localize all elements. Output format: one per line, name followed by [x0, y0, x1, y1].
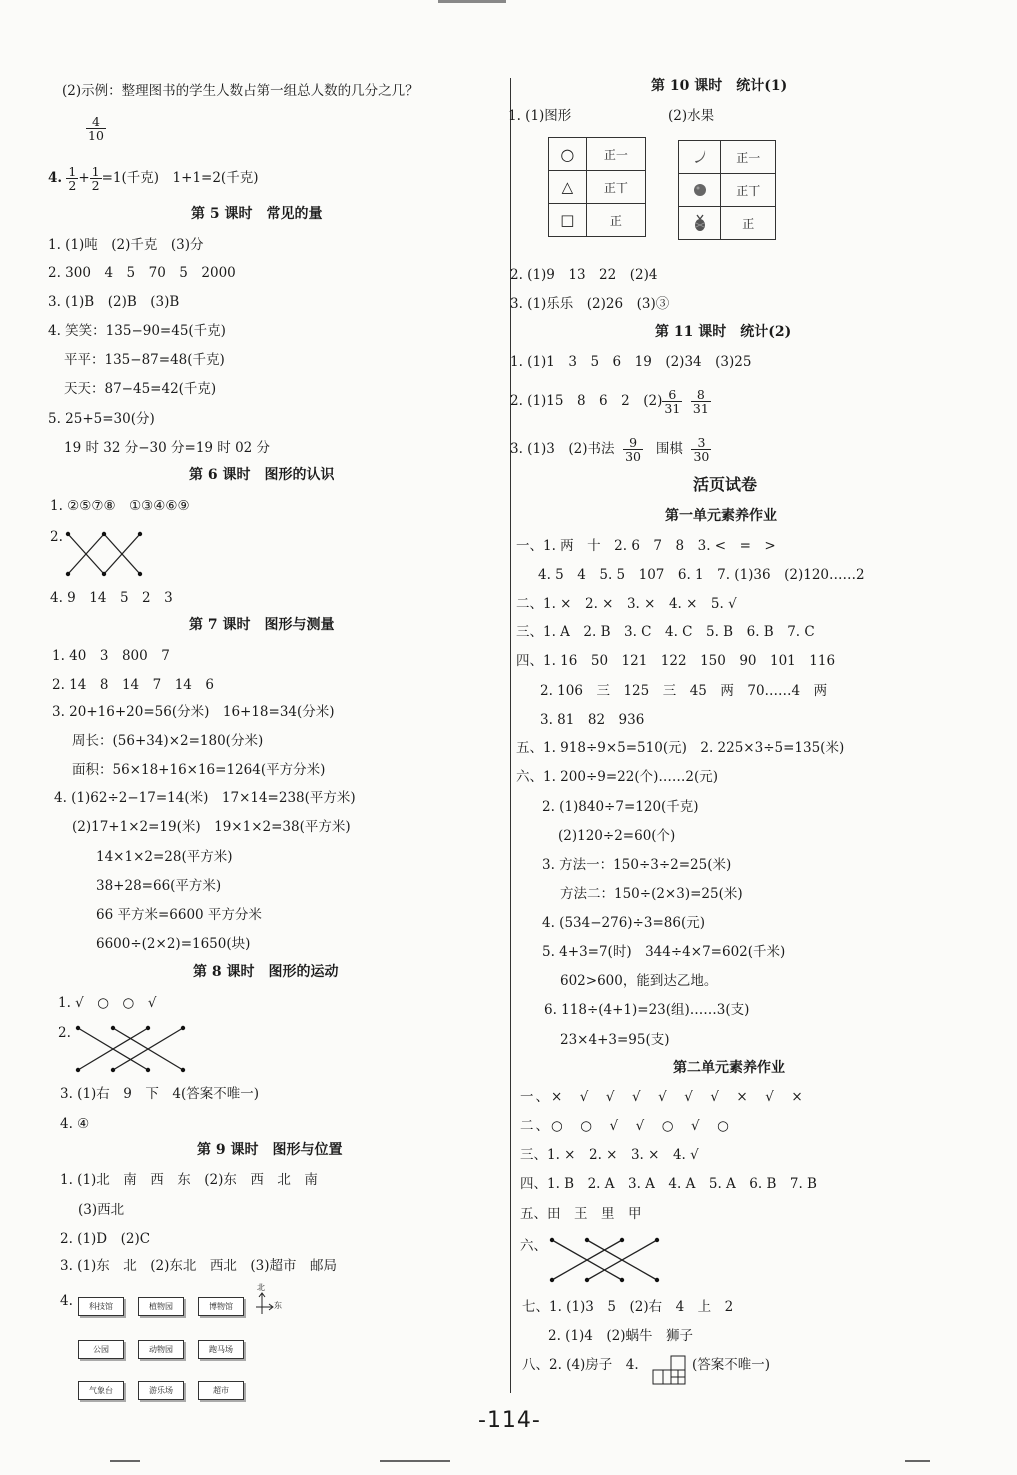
answer-line: (2)17+1×2=19(米) 19×1×2=38(平方米) — [72, 819, 351, 835]
answer-line: 3. 20+16+20=56(分米) 16+18=34(分米) — [52, 704, 335, 720]
answer-line: 天天：87−45=42(千克) — [64, 381, 217, 397]
matching-diagram-1 — [66, 532, 146, 578]
answer-line: 4. 5 4 5. 5 107 6. 1 7. (1)36 (2)120……2 — [538, 567, 865, 583]
map-box-park: 公园 — [78, 1340, 124, 1359]
answer-line: 3. 方法一：150÷3÷2=25(米) — [542, 857, 732, 873]
example-line: (2)示例：整理图书的学生人数占第一组总人数的几分之几？ — [62, 83, 419, 99]
banana-icon — [679, 141, 721, 174]
answer-line: 3. (1)B (2)B (3)B — [48, 294, 180, 310]
answer-line: 方法二：150÷(2×3)=25(米) — [560, 886, 743, 902]
answer-line: 三、1. A 2. B 3. C 4. C 5. B 6. B 7. C — [516, 624, 815, 640]
answer-line: 2. 300 4 5 70 5 2000 — [48, 265, 236, 281]
answer-line: 4. (1)62÷2−17=14(米) 17×14=238(平方米) — [54, 790, 356, 806]
answer-line: 四、1. 16 50 121 122 150 90 101 116 — [516, 653, 836, 669]
answer-line: 1. (1)北 南 西 东 (2)东 西 北 南 — [60, 1172, 318, 1188]
answer-line: 2. (1)4 (2)蜗牛 狮子 — [548, 1328, 694, 1344]
page-number: -114- — [478, 1408, 541, 1433]
unit-1-title: 第一单元素养作业 — [665, 508, 777, 524]
answer-line: 三、1. × 2. × 3. × 4. √ — [520, 1147, 699, 1163]
map-box-amusement-park: 游乐场 — [138, 1381, 184, 1400]
answer-line: 1. ②⑤⑦⑧ ①③④⑥⑨ — [50, 498, 190, 514]
answer-line: 2. (1)15 8 6 2 (2) $\frac{6}{31}$ $\frac{8}{31}$ — [510, 387, 709, 416]
answer-line: 面积：56×18+16×16=1264(平方分米) — [72, 762, 326, 778]
answer-line: 1. √ ○ ○ √ — [58, 995, 157, 1011]
answer-line: 602>600，能到达乙地。 — [560, 973, 718, 989]
answer-line: 二、1. × 2. × 3. × 4. × 5. √ — [516, 596, 737, 612]
answer-line: 2. 14 8 14 7 14 6 — [52, 677, 214, 693]
answer-4-line: 4. $\frac{1}{2}$ + $\frac{1}{2}$ =1(千克) 1+1=2(千克) — [48, 164, 259, 193]
section-title-11: 第 11 课时 统计(2) — [655, 324, 792, 340]
answer-line: 6600÷(2×2)=1650(块) — [96, 936, 251, 952]
answer-line: 六、1. 200÷9=22(个)……2(元) — [516, 769, 718, 785]
bottom-mark — [905, 1460, 930, 1462]
map-box-weather-station: 气象台 — [78, 1381, 124, 1400]
map-box-racecourse: 跑马场 — [198, 1340, 244, 1359]
answer-line: 23×4+3=95(支) — [560, 1032, 670, 1048]
answer-line: 4. (534−276)÷3=86(元) — [542, 915, 705, 931]
map-box-science-museum: 科技馆 — [78, 1297, 124, 1316]
grid-figure — [651, 1353, 691, 1393]
answer-line: 八、2. (4)房子 4. — [522, 1357, 639, 1373]
answer-line: 6. 118÷(4+1)=23(组)……3(支) — [544, 1002, 750, 1018]
answer-line: 1. (1)吨 (2)千克 (3)分 — [48, 237, 204, 253]
answer-line: 4. 9 14 5 2 3 — [50, 590, 173, 606]
answer-line: 二、○ ○ √ √ ○ √ ○ — [520, 1118, 731, 1134]
answer-line: (2)120÷2=60(个) — [558, 828, 676, 844]
answer-line: 六、 — [520, 1238, 547, 1254]
answer-line: 3. (1)乐乐 (2)26 (3)③ — [510, 296, 670, 312]
answer-line: 5. 4+3=7(时) 344÷4×7=602(千米) — [542, 944, 786, 960]
answer-line: 五、1. 918÷9×5=510(元) 2. 225×3÷5=135(米) — [516, 740, 845, 756]
answer-line: 4. — [60, 1293, 73, 1309]
bottom-mark — [380, 1460, 450, 1462]
answer-line: 平平：135−87=48(千克) — [64, 352, 225, 368]
unit-2-title: 第二单元素养作业 — [673, 1060, 785, 1076]
compass-north-label: 北 — [257, 1283, 265, 1292]
answer-line: 1. (1)图形 — [508, 108, 572, 124]
map-box-supermarket: 超市 — [198, 1381, 244, 1400]
answer-line: 2. (1)840÷7=120(千克) — [542, 799, 699, 815]
answer-line: 3. (1)右 9 下 4(答案不唯一) — [60, 1086, 260, 1102]
top-mark — [438, 0, 506, 3]
answer-line: 3. 81 82 936 — [540, 712, 645, 728]
answer-line: 2. (1)9 13 22 (2)4 — [510, 267, 658, 283]
answer-line: 5. 25+5=30(分) — [48, 411, 155, 427]
answer-line: 2. — [50, 529, 63, 545]
section-title-7: 第 7 课时 图形与测量 — [189, 617, 335, 633]
answer-line: 五、田 王 里 甲 — [520, 1206, 642, 1222]
answer-line: 14×1×2=28(平方米) — [96, 849, 233, 865]
answer-line: 4. ④ — [60, 1116, 90, 1132]
answer-line: 4. 笑笑：135−90=45(千克) — [48, 323, 226, 339]
matching-diagram-3 — [550, 1238, 662, 1284]
answer-line: 19 时 32 分−30 分=19 时 02 分 — [64, 440, 271, 456]
section-title-8: 第 8 课时 图形的运动 — [193, 964, 339, 980]
map-box-museum: 博物馆 — [198, 1297, 244, 1316]
answer-line: 一、× √ √ √ √ √ √ × √ × — [520, 1089, 805, 1105]
answer-line: 38+28=66(平方米) — [96, 878, 222, 894]
answer-line: 3. (1)东 北 (2)东北 西北 (3)超市 邮局 — [60, 1258, 338, 1274]
tally-table-fruits: 正一 正丅 正 — [678, 140, 776, 240]
fraction-4-10: $\frac{4}{10}$ — [88, 114, 104, 143]
answer-line: 2. 106 三 125 三 45 两 70……4 两 — [540, 683, 828, 699]
answer-line: 七、1. (1)3 5 (2)右 4 上 2 — [522, 1299, 734, 1315]
apple-icon — [679, 174, 721, 207]
answer-line: 1. 40 3 800 7 — [52, 648, 170, 664]
answer-line: (答案不唯一) — [692, 1357, 771, 1373]
section-title-worksheets: 活页试卷 — [693, 475, 758, 494]
pineapple-icon — [679, 207, 721, 240]
answer-line: 2. (1)D (2)C — [60, 1231, 151, 1247]
compass-east-label: 东 — [274, 1301, 282, 1310]
section-title-10: 第 10 课时 统计(1) — [651, 78, 788, 94]
answer-line: 66 平方米=6600 平方分米 — [96, 907, 262, 923]
map-box-botanical-garden: 植物园 — [138, 1297, 184, 1316]
answer-line: 1. (1)1 3 5 6 19 (2)34 (3)25 — [510, 354, 752, 370]
answer-line: 2. — [58, 1025, 71, 1041]
answer-line: 一、1. 两 十 2. 6 7 8 3. < = > — [516, 538, 776, 554]
section-title-6: 第 6 课时 图形的认识 — [189, 467, 335, 483]
tally-table-shapes: ○ 正一 △ 正丅 □ 正 — [548, 137, 646, 237]
answer-line: (3)西北 — [78, 1202, 125, 1218]
answer-line: 3. (1)3 (2)书法 $\frac{9}{30}$ 围棋 $\frac{3}{30}$ — [510, 435, 710, 464]
answer-line: (2)水果 — [668, 108, 715, 124]
matching-diagram-2 — [76, 1026, 188, 1074]
section-title-5: 第 5 课时 常见的量 — [191, 206, 323, 222]
map-box-zoo: 动物园 — [138, 1340, 184, 1359]
answer-line: 四、1. B 2. A 3. A 4. A 5. A 6. B 7. B — [520, 1176, 817, 1192]
bottom-mark — [110, 1460, 140, 1462]
answer-line: 周长：(56+34)×2=180(分米) — [72, 733, 264, 749]
section-title-9: 第 9 课时 图形与位置 — [197, 1142, 343, 1158]
